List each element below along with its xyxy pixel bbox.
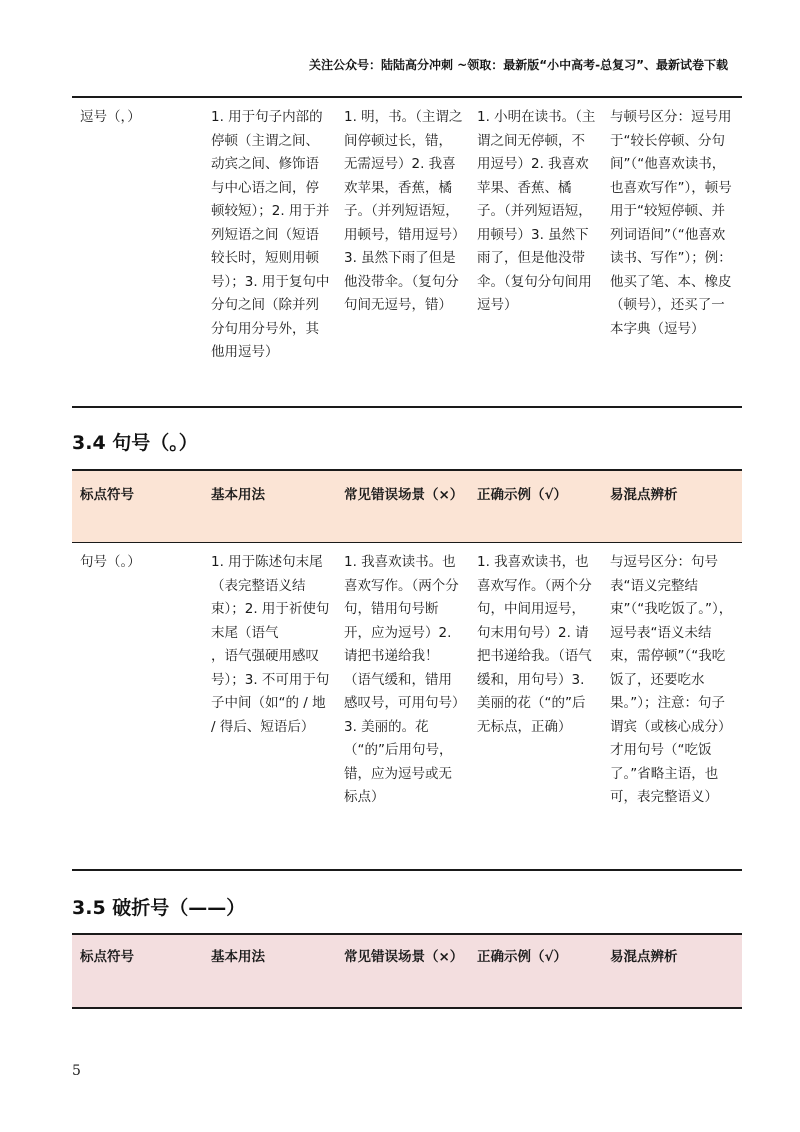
- page-header: 关注公众号：陆陆高分冲刺 ~领取：最新版“小中高考-总复习”、最新试卷下载: [309, 58, 728, 72]
- table-row: [72, 98, 742, 365]
- header-confusion: 易混点辨析: [610, 949, 678, 965]
- cell-error: 1. 明，书。（主谓之间停顿过长，错，无需逗号）2. 我喜欢苹果，香蕉，橘子。（并列短语短，用顿号，错用逗号）3. 虽然下雨了但是他没带伞。（复句分句间无逗号，错）: [344, 109, 463, 313]
- section-title-dash: 3.5 破折号（——）: [72, 897, 246, 919]
- header-error: 常见错误场景（×）: [344, 487, 464, 503]
- header-usage: 基本用法: [211, 949, 265, 965]
- header-symbol: 标点符号: [80, 949, 134, 965]
- cell-correct: 1. 小明在读书。（主谓之间无停顿，不用逗号）2. 我喜欢苹果、香蕉、橘子。（并列短语短，用顿号）3. 虽然下雨了，但是他没带伞。（复句分句间用逗号）: [477, 109, 596, 313]
- period-table: [72, 469, 742, 871]
- header-correct: 正确示例（√）: [477, 487, 568, 503]
- cell-confusion: 与逗号区分：句号表“语义完整结束”（“我吃饭了。”），逗号表“语义未结束，需停顿”（“我吃饭了，还要吃水果。”）；注意：句子谓宾（或核心成分）才用句号（“吃饭了。”省略主语，也可，表完整语义）: [610, 554, 733, 805]
- header-correct: 正确示例（√）: [477, 949, 568, 965]
- cell-error: 1. 我喜欢读书。也喜欢写作。（两个分句，错用句号断开，应为逗号）2. 请把书递给我！（语气缓和，错用感叹号，可用句号）3. 美丽的。花（“的”后用句号，错，应为逗号或无标点）: [344, 554, 459, 805]
- cell-symbol: 逗号（，）: [80, 109, 141, 125]
- cell-usage: 1. 用于陈述句末尾（表完整语义结束）；2. 用于祈使句末尾（语气 ，语气强硬用感叹号）；3. 不可用于句子中间（如“的 / 地 / 得后、短语后）: [211, 554, 330, 735]
- table-header-row: [72, 933, 742, 1009]
- header-confusion: 易混点辨析: [610, 487, 678, 503]
- section-title-period: 3.4 句号（。）: [72, 432, 198, 454]
- dash-table: [72, 933, 742, 1009]
- cell-confusion: 与顿号区分：逗号用于“较长停顿、分句间”（“他喜欢读书，也喜欢写作”），顿号用于“较短停顿、并列词语间”（“他喜欢读书、写作”）；例：他买了笔、本、橡皮（顿号），还买了一本字典（逗号）: [610, 109, 732, 337]
- table-row: [72, 543, 742, 810]
- cell-usage: 1. 用于句子内部的停顿（主谓之间、动宾之间、修饰语与中心语之间，停顿较短）；2. 用于并列短语之间（短语较长时，短则用顿号）；3. 用于复句中分句之间（除并列分句用分号外，其他用逗号）: [211, 109, 330, 360]
- comma-table: [72, 96, 742, 408]
- header-symbol: 标点符号: [80, 487, 134, 503]
- table-header-row: [72, 469, 742, 543]
- page-number: 5: [72, 1063, 81, 1079]
- header-usage: 基本用法: [211, 487, 265, 503]
- cell-symbol: 句号（。）: [80, 554, 141, 570]
- cell-correct: 1. 我喜欢读书，也喜欢写作。（两个分句，中间用逗号，句末用句号）2. 请把书递给我。（语气缓和，用句号）3. 美丽的花（“的”后无标点，正确）: [477, 554, 592, 735]
- header-error: 常见错误场景（×）: [344, 949, 464, 965]
